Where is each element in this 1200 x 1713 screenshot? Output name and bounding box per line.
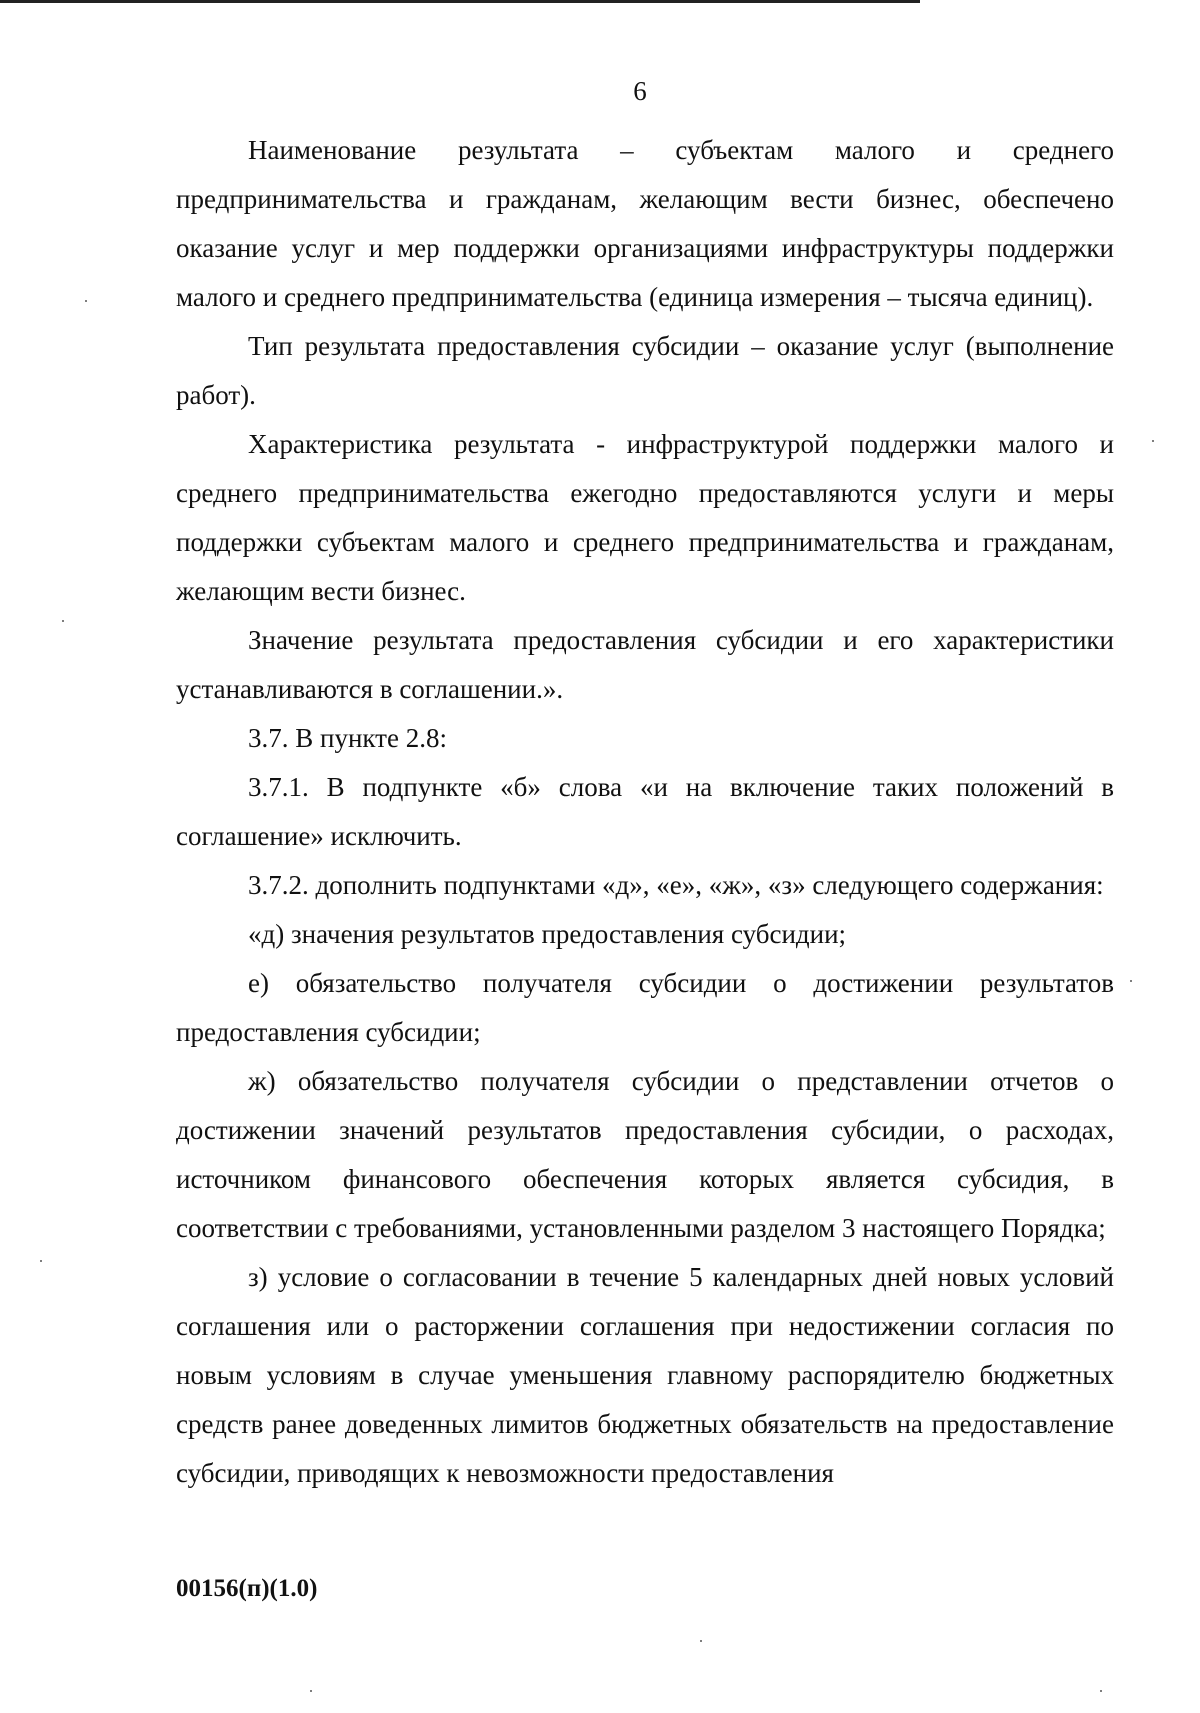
scan-speck (1152, 440, 1154, 442)
page-body (176, 126, 1114, 1498)
paragraph-subitem-d: «д) значения результатов предоставления субсидии; (248, 919, 847, 949)
scan-speck (700, 1640, 702, 1642)
scan-speck (1100, 1690, 1102, 1692)
scan-speck (40, 1260, 42, 1262)
paragraph-result-value: Значение результата предоставления субсидии и его характеристики устанавливаются в соглашении.». (176, 625, 1114, 704)
paragraph-result-type: Тип результата предоставления субсидии – оказание услуг (выполнение работ). (176, 331, 1114, 410)
top-rule (0, 0, 920, 3)
paragraph-result-name: Наименование результата – субъектам малого и среднего предпринимательства и гражданам, желающим вести бизнес, обеспечено оказание услуг и мер поддержки организациями инфраструктуры поддержки малого и среднего предпринимательства (единица измерения – тысяча единиц). (176, 135, 1114, 312)
paragraph-clause-3-7-2: 3.7.2. дополнить подпунктами «д», «е», «ж», «з» следующего содержания: (248, 870, 1104, 900)
scan-speck (85, 300, 87, 302)
page-number: 6 (633, 76, 647, 106)
footer-code: 00156(п)(1.0) (176, 1575, 318, 1602)
paragraph-clause-3-7: 3.7. В пункте 2.8: (248, 723, 447, 753)
scan-speck (1130, 980, 1132, 982)
paragraph-subitem-zh: ж) обязательство получателя субсидии о представлении отчетов о достижении значений результатов предоставления субсидии, о расходах, источником финансового обеспечения которых является субсидия, в соответствии с требованиями, установленными разделом 3 настоящего Порядка; (176, 1066, 1114, 1243)
scan-speck (310, 1690, 312, 1692)
paragraph-subitem-e: е) обязательство получателя субсидии о достижении результатов предоставления субсидии; (176, 968, 1114, 1047)
scan-speck (62, 620, 64, 622)
paragraph-subitem-z: з) условие о согласовании в течение 5 календарных дней новых условий соглашения или о расторжении соглашения при недостижении согласия по новым условиям в случае уменьшения главному распорядителю бюджетных средств ранее доведенных лимитов бюджетных обязательств на предоставление субсидии, приводящих к невозможности предоставления (176, 1262, 1114, 1488)
paragraph-result-characteristic: Характеристика результата - инфраструктурой поддержки малого и среднего предпринимательства ежегодно предоставляются услуги и меры поддержки субъектам малого и среднего предпринимательства и гражданам, желающим вести бизнес. (176, 429, 1114, 606)
paragraph-clause-3-7-1: 3.7.1. В подпункте «б» слова «и на включение таких положений в соглашение» исключить. (176, 772, 1114, 851)
